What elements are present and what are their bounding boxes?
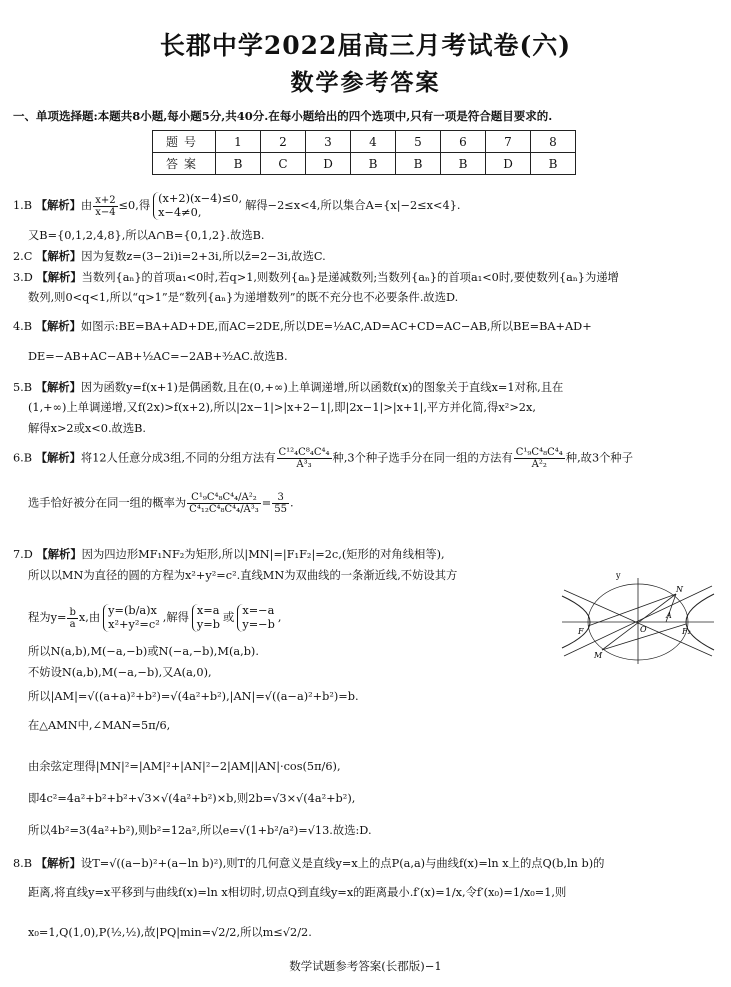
- hyperbola-figure: [558, 572, 718, 668]
- frac-numerator: C¹₉C⁴₈C⁴₄/A²₂: [187, 492, 261, 504]
- q7-text: 程为y=: [28, 611, 67, 624]
- q6-text: 将12人任意分成3组,不同的分组方法有: [80, 451, 276, 465]
- q3-text: 当数列{aₙ}的首项a₁<0时,若q>1,则数列{aₙ}是递减数列;当数列{aₙ}的首项a₁<0时,要使数列{aₙ}为递增: [81, 271, 619, 284]
- q7-fraction-b-over-a: [67, 607, 77, 630]
- q6-number: 6.B: [13, 451, 33, 465]
- q1-fraction: [93, 195, 117, 218]
- q7-text: x,由: [78, 611, 101, 624]
- frac-denominator: A²₂: [531, 459, 547, 470]
- label-n: N: [676, 585, 683, 594]
- frac-denominator: A³₃: [296, 459, 312, 470]
- q7-text: ,解得: [162, 611, 189, 624]
- q3-tag: 【解析】: [36, 270, 82, 284]
- q1-text: ≤0,得: [118, 199, 151, 212]
- section-heading: 一、单项选择题:本题共8小题,每小题5分,共40分.在每小题给出的四个选项中,只有一项是符合题目要求的.: [13, 109, 553, 123]
- q8-text: 设T=√((a−b)²+(a−ln b)²),则T的几何意义是直线y=x上的点P(a,a)与曲线f(x)=ln x上的点Q(b,ln b)的: [80, 857, 605, 870]
- q7-tag: 【解析】: [36, 547, 82, 561]
- q3-line1: [13, 270, 619, 285]
- segment-fn: [588, 594, 676, 626]
- table-cell: 4: [351, 131, 396, 153]
- q1-line1: [13, 192, 461, 220]
- q2-line: [13, 249, 326, 264]
- q1-number: 1.B: [13, 199, 33, 212]
- q6-result-fraction: [272, 492, 289, 515]
- q7-system-2: [192, 604, 220, 632]
- q5-line1: [13, 380, 563, 395]
- q7-text: 或: [223, 611, 235, 624]
- frac-denominator: a: [69, 618, 76, 630]
- q7-system-1: [103, 604, 160, 632]
- system-row: (x+2)(x−4)≤0,: [158, 192, 243, 205]
- q8-line3: x₀=1,Q(1,0),P(½,½),故|PQ|min=√2/2,所以m≤√2/2.: [28, 926, 312, 939]
- q2-text: 因为复数z=(3−2i)i=2+3i,所以z̄=2−3i,故选C.: [81, 250, 326, 263]
- system-row: x=a: [196, 604, 220, 617]
- frac-numerator: x+2: [95, 194, 116, 206]
- q7-line9: 即4c²=4a²+b²+b²+√3×√(4a²+b²)×b,则2b=√3×√(4a²+b²),: [28, 792, 356, 805]
- table-cell: 1: [216, 131, 261, 153]
- q7-line6: 所以|AM|=√((a+a)²+b²)=√(4a²+b²),|AN|=√((a−a)²+b²)=b.: [28, 690, 359, 703]
- table-cell: D: [306, 153, 351, 175]
- label-y: y: [616, 572, 621, 580]
- q7-line4: 所以N(a,b),M(−a,−b)或N(−a,−b),M(a,b).: [28, 645, 259, 658]
- frac-denominator: 55: [274, 504, 287, 515]
- q5-line3: 解得x>2或x<0.故选B.: [28, 422, 147, 435]
- q6-fraction-1: [277, 447, 332, 470]
- frac-numerator: C¹²₄C⁸₄C⁴₄: [278, 447, 330, 458]
- q7-text: ,: [277, 611, 282, 624]
- label-o: O: [640, 625, 647, 634]
- system-row: y=b: [196, 618, 221, 631]
- frac-numerator: 3: [272, 492, 289, 504]
- table-cell: B: [396, 153, 441, 175]
- system-row: x−4≠0,: [158, 206, 202, 219]
- q8-line1: [13, 856, 604, 871]
- q7-line2: 所以以MN为直径的圆的方程为x²+y²=c².直线MN为双曲线的一条渐近线,不妨设其方: [28, 569, 458, 582]
- q6-tag: 【解析】: [35, 450, 81, 465]
- q7-text: 因为四边形MF₁NF₂为矩形,所以|MN|=|F₁F₂|=2c,(矩形的对角线相等),: [81, 548, 445, 561]
- table-row: [153, 131, 576, 153]
- q8-line2: 距离,将直线y=x平移到与曲线f(x)=ln x相切时,切点Q到直线y=x的距离最小.f′(x)=1/x,令f′(x₀)=1/x₀=1,则: [28, 886, 567, 899]
- q5-line2: (1,+∞)上单调递增,又f(2x)>f(x+2),所以|2x−1|>|x+2−1|,即|2x−1|>|x+1|,平方并化简,得x²>2x,: [28, 401, 536, 414]
- system-row: x²+y²=c²: [108, 618, 160, 631]
- q8-tag: 【解析】: [35, 856, 81, 870]
- page-footer: 数学试题参考答案(长郡版)−1: [289, 959, 442, 973]
- q4-text: 如图示:BE=BA+AD+DE,而AC=2DE,所以DE=½AC,AD=AC+CD=AC−AB,所以BE=BA+AD+: [80, 320, 592, 333]
- label-a: A: [666, 611, 672, 620]
- q6-text: .: [290, 496, 294, 510]
- page-title: 长郡中学2022届高三月考试卷(六): [159, 31, 572, 60]
- system-row: y=−b: [242, 618, 275, 631]
- q7-number: 7.D: [13, 548, 33, 561]
- table-cell: 6: [441, 131, 486, 153]
- q2-number: 2.C: [13, 250, 33, 263]
- q7-line7: 在△AMN中,∠MAN=5π/6,: [28, 719, 171, 732]
- q1-text: 由: [80, 199, 93, 212]
- q5-text: 因为函数y=f(x+1)是偶函数,且在(0,+∞)上单调递增,所以函数f(x)的图象关于直线x=1对称,且在: [80, 381, 564, 394]
- table-cell: 8: [531, 131, 576, 153]
- q7-line3: [28, 604, 281, 632]
- q6-text: =: [261, 496, 272, 510]
- table-row: [153, 153, 576, 175]
- table-cell: B: [216, 153, 261, 175]
- q7-line8: 由余弦定理得|MN|²=|AM|²+|AN|²−2|AM||AN|·cos(5π/6),: [28, 760, 341, 773]
- table-cell: B: [351, 153, 396, 175]
- frac-denominator: C⁴₁₂C⁴₈C⁴₄/A³₃: [189, 504, 259, 515]
- q7-line1: [13, 547, 445, 562]
- table-cell: 5: [396, 131, 441, 153]
- q6-line1: [13, 447, 633, 470]
- label-m: M: [594, 651, 603, 660]
- q6-line2: [28, 492, 294, 515]
- q4-tag: 【解析】: [35, 319, 81, 333]
- q5-tag: 【解析】: [35, 380, 81, 394]
- q4-line2: DE=−AB+AC−AB+½AC=−2AB+³⁄₂AC.故选B.: [28, 350, 288, 363]
- q6-probability-fraction: [187, 492, 261, 515]
- q7-line10: 所以4b²=3(4a²+b²),则b²=12a²,所以e=√(1+b²/a²)=√13.故选:D.: [28, 824, 372, 837]
- q1-line2: 又B={0,1,2,4,8},所以A∩B={0,1,2}.故选B.: [28, 229, 265, 242]
- q6-text: 种,3个种子选手分在同一组的方法有: [332, 451, 513, 465]
- q3-number: 3.D: [13, 271, 33, 284]
- table-cell: 7: [486, 131, 531, 153]
- q4-line1: [13, 319, 592, 334]
- table-cell: 题号: [153, 131, 216, 153]
- label-f: F: [578, 627, 584, 636]
- q5-number: 5.B: [13, 381, 33, 394]
- system-row: y=(b/a)x: [108, 604, 157, 617]
- frac-numerator: b: [69, 606, 76, 618]
- q3-line2: 数列,则0<q<1,所以“q>1”是“数列{aₙ}为递增数列”的既不充分也不必要条件.故选D.: [28, 291, 459, 304]
- table-cell: B: [531, 153, 576, 175]
- q6-text: 选手恰好被分在同一组的概率为: [28, 496, 187, 510]
- q6-text: 种,故3个种子: [565, 451, 634, 465]
- table-cell: B: [441, 153, 486, 175]
- table-cell: 2: [261, 131, 306, 153]
- q4-number: 4.B: [13, 320, 33, 333]
- table-cell: 3: [306, 131, 351, 153]
- label-f2: F₂: [682, 627, 691, 636]
- system-row: x=−a: [242, 604, 275, 617]
- q1-tag: 【解析】: [35, 198, 81, 212]
- q7-line5: 不妨设N(a,b),M(−a,−b),又A(a,0),: [28, 666, 212, 679]
- q6-fraction-2: [514, 447, 565, 470]
- q8-number: 8.B: [13, 857, 33, 870]
- frac-denominator: x−4: [95, 206, 116, 218]
- q7-system-3: [237, 604, 275, 632]
- q1-text: 解得−2≤x<4,所以集合A={x|−2≤x<4}.: [245, 199, 461, 212]
- table-cell: 答案: [153, 153, 216, 175]
- q2-tag: 【解析】: [36, 249, 82, 263]
- q1-system: [153, 192, 242, 220]
- table-cell: D: [486, 153, 531, 175]
- table-cell: C: [261, 153, 306, 175]
- answer-table: [152, 130, 576, 175]
- frac-numerator: C¹₉C⁴₈C⁴₄: [515, 447, 563, 458]
- page-subtitle: 数学参考答案: [290, 69, 441, 96]
